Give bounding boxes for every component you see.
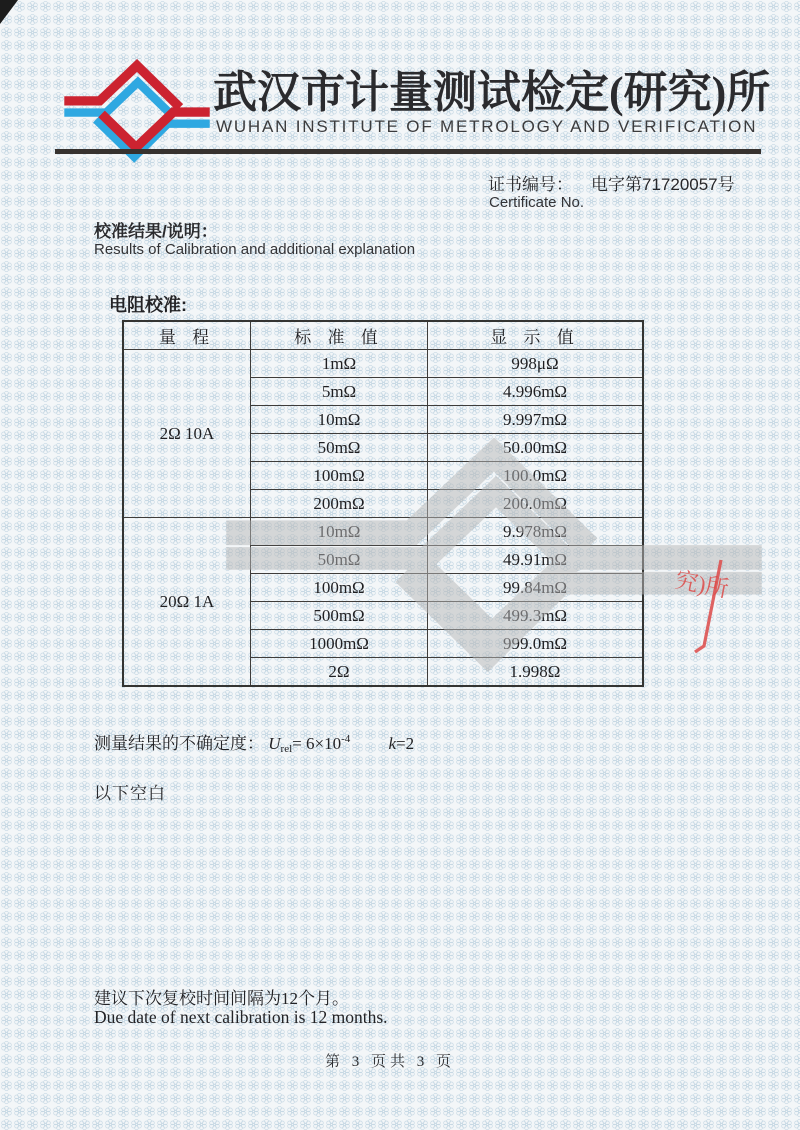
- results-heading-cn: 校准结果/说明：: [94, 222, 218, 241]
- table-header-row: [123, 321, 643, 350]
- displayed-value-cell: 9.978mΩ: [428, 518, 644, 546]
- displayed-value-cell: 499.3mΩ: [428, 602, 644, 630]
- displayed-value-cell: 99.84mΩ: [428, 574, 644, 602]
- blank-below-note: 以下空白: [94, 784, 166, 803]
- certificate-number-value: 电字第71720057号: [591, 175, 735, 194]
- standard-value-cell: 1mΩ: [251, 350, 428, 378]
- col-header-range: 量 程: [123, 321, 251, 350]
- coverage-factor-symbol: k: [388, 734, 397, 753]
- uncertainty-eq: = 6×10: [292, 734, 342, 753]
- standard-value-cell: 50mΩ: [251, 434, 428, 462]
- displayed-value-cell: 100.0mΩ: [428, 462, 644, 490]
- scan-corner-artifact: [0, 0, 18, 24]
- standard-value-cell: 100mΩ: [251, 462, 428, 490]
- recalibration-note-cn: 建议下次复校时间间隔为12个月。: [94, 989, 349, 1008]
- certificate-number-label: 证书编号：: [488, 175, 573, 194]
- standard-value-cell: 500mΩ: [251, 602, 428, 630]
- standard-value-cell: 1000mΩ: [251, 630, 428, 658]
- col-header-displayed-value: 显 示 值: [428, 321, 644, 350]
- standard-value-cell: 50mΩ: [251, 546, 428, 574]
- standard-value-cell: 2Ω: [251, 658, 428, 687]
- uncertainty-subscript: rel: [280, 743, 293, 755]
- page-number: 第 3 页共 3 页: [324, 1054, 455, 1070]
- recalibration-note-en: Due date of next calibration is 12 months.: [94, 1007, 388, 1027]
- displayed-value-cell: 1.998Ω: [428, 658, 644, 687]
- col-header-standard-value: 标 准 值: [251, 321, 428, 350]
- stamp-text: 究)所: [673, 567, 731, 603]
- institute-title-en: WUHAN INSTITUTE OF METROLOGY AND VERIFICATION: [216, 117, 758, 136]
- standard-value-cell: 5mΩ: [251, 378, 428, 406]
- displayed-value-cell: 4.996mΩ: [428, 378, 644, 406]
- table-row: [123, 518, 643, 546]
- uncertainty-label: 测量结果的不确定度：: [94, 734, 264, 753]
- certificate-number-label-en: Certificate No.: [489, 194, 585, 211]
- range-cell: 2Ω 10A: [123, 350, 251, 518]
- institute-title-cn: 武汉市计量测试检定(研究)所: [213, 68, 771, 117]
- table-row: [123, 350, 643, 378]
- displayed-value-cell: 50.00mΩ: [428, 434, 644, 462]
- certificate-number-line: [488, 170, 735, 195]
- resistance-calibration-title: 电阻校准:: [109, 295, 187, 315]
- displayed-value-cell: 9.997mΩ: [428, 406, 644, 434]
- coverage-factor-value: =2: [396, 734, 415, 753]
- standard-value-cell: 100mΩ: [251, 574, 428, 602]
- standard-value-cell: 200mΩ: [251, 490, 428, 518]
- displayed-value-cell: 49.91mΩ: [428, 546, 644, 574]
- standard-value-cell: 10mΩ: [251, 518, 428, 546]
- calibration-table: [122, 320, 644, 687]
- uncertainty-symbol: U: [268, 734, 281, 753]
- standard-value-cell: 10mΩ: [251, 406, 428, 434]
- range-cell: 20Ω 1A: [123, 518, 251, 687]
- displayed-value-cell: 999.0mΩ: [428, 630, 644, 658]
- header-rule: [55, 149, 761, 154]
- uncertainty-statement: [94, 729, 414, 755]
- displayed-value-cell: 200.0mΩ: [428, 490, 644, 518]
- displayed-value-cell: 998μΩ: [428, 350, 644, 378]
- uncertainty-exponent: -4: [341, 733, 351, 745]
- results-heading-en: Results of Calibration and additional explanation: [94, 241, 416, 258]
